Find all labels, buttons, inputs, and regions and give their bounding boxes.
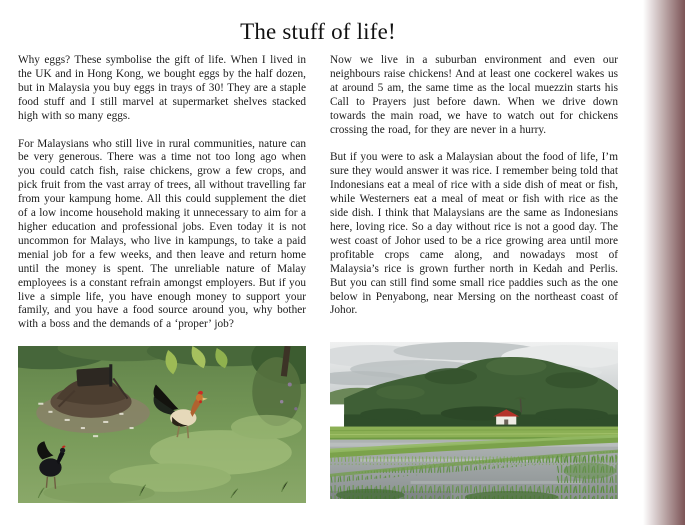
paragraph-rural-life: For Malaysians who still live in rural communities, nature can be very generous. There was a time not too long ago when you could catch fish, raise chickens, grow a few crops, and pick fruit from the vast array of trees, all without travelling far from your kampung home. All this could supplement the diet of a low income household making it unnecessary to aim for a higher education and professional jobs. Even today it is not uncommon for Malays, who live in kampungs, to take a paid menial job for a few weeks, and then leave and return home until the money is spent. The unreliable nature of Malay employees is a constant refrain amongst employers. But if you live a simple life, you have enough money to support your family, and you have a food source around you, why bother with a boss and the demands of a ‘proper’ job?: [18, 137, 306, 331]
rice-paddy-photo: [330, 342, 618, 499]
paragraph-eggs: Why eggs? These symbolise the gift of life. When I lived in the UK and in Hong Kong, we bought eggs by the half dozen, but in Malaysia you buy eggs in trays of 30! They are a staple food stuff and I still marvel at supermarket shelves stacked high with so many eggs.: [18, 54, 306, 122]
page-title: The stuff of life!: [240, 19, 396, 44]
two-column-layout: [18, 54, 618, 503]
rice-paddy-illustration: [330, 342, 618, 499]
right-column: [330, 54, 618, 503]
paragraph-rice: But if you were to ask a Malaysian about the food of life, I’m sure they would answer it was rice. I remember being told that Indonesians eat a meal of rice with a side dish of meat or fish, while Westerners eat a meal of meat or fish with rice as the side dish. I think that Malaysians are the same as Indonesians here, loving rice. So a day without rice is not a good day. The west coast of Johor used to be a rice growing area until more profitable crops came along, and nowadays most of Malaysia’s rice is grown further north in Kedah and Perlis. But you can still find some small rice paddies such as the one below in Penyabong, near Mersing on the northeast coast of Johor.: [330, 151, 618, 317]
left-column: [18, 54, 306, 503]
kampung-chickens-photo: [18, 346, 306, 503]
kampung-chickens-illustration: [18, 346, 306, 503]
article: [18, 0, 618, 503]
paragraph-suburban-chickens: Now we live in a suburban environment and even our neighbours raise chickens! And at least one cockerel wakes us at around 5 am, the same time as the local muezzin starts his Call to Prayers just before dawn. When we drive down towards the main road, we have to watch out for chickens crossing the road, for they are never in a hurry.: [330, 54, 618, 136]
page-edge-gradient: [643, 0, 685, 525]
